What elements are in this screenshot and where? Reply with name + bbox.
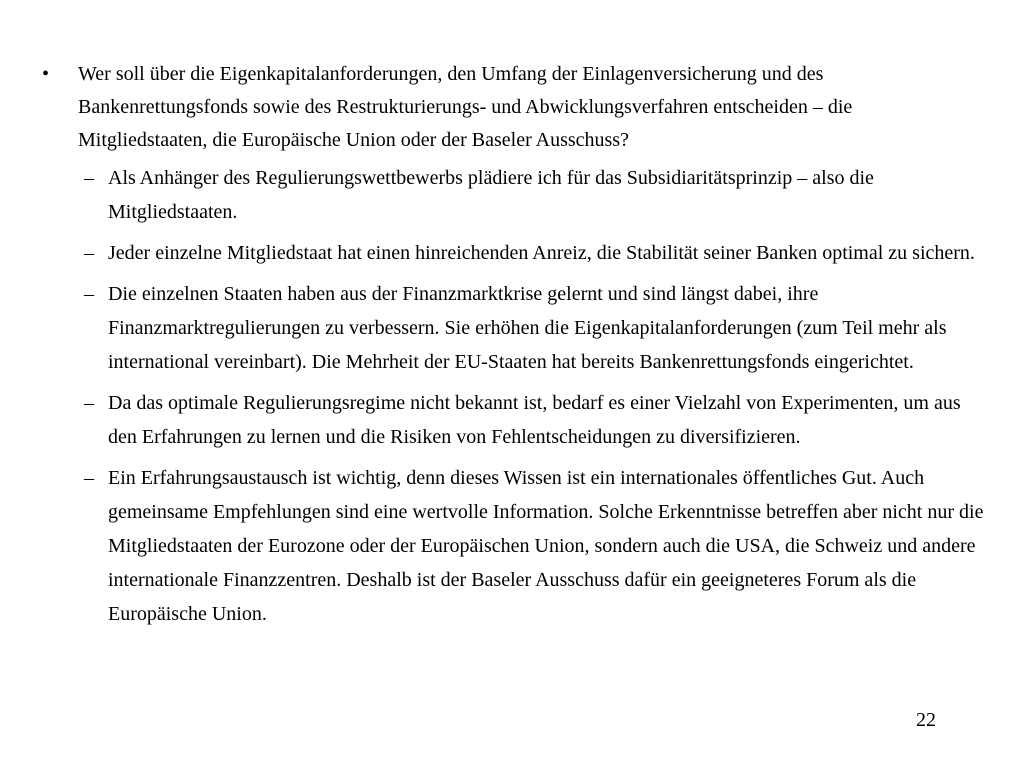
sub-bullet-item <box>84 236 984 270</box>
sub-bullet-text: Ein Erfahrungsaustausch ist wichtig, denn dieses Wissen ist ein internationales öffentliches Gut. Auch gemeinsame Empfehlungen sind eine wertvolle Information. Solche Erkenntnisse betreffen aber nicht nur die Mitgliedstaaten der Eurozone oder der Europäischen Union, sondern auch die USA, die Schweiz und andere internationale Finanzzentren. Deshalb ist der Baseler Ausschuss dafür ein geeigneteres Forum als die Europäische Union. <box>108 467 984 625</box>
dash-marker: – <box>84 242 94 264</box>
main-bullet-text: Wer soll über die Eigenkapitalanforderungen, den Umfang der Einlagenversicherung und des Bankenrettungsfonds sowie des Restrukturierungs- und Abwicklungsverfahren entscheiden – die Mitgliedstaaten, die Europäische Union oder der Baseler Ausschuss? <box>78 63 853 151</box>
sub-bullet-item <box>84 277 984 379</box>
sub-bullet-text: Als Anhänger des Regulierungswettbewerbs plädiere ich für das Subsidiaritätsprinzip – also die Mitgliedstaaten. <box>108 167 874 223</box>
dash-marker: – <box>84 392 94 414</box>
sub-bullet-item <box>84 386 984 454</box>
sub-bullet-text: Da das optimale Regulierungsregime nicht bekannt ist, bedarf es einer Vielzahl von Experimenten, um aus den Erfahrungen zu lernen und die Risiken von Fehlentscheidungen zu diversifizieren. <box>108 392 961 448</box>
page-number: 22 <box>916 709 936 731</box>
sub-bullet-item <box>84 161 984 229</box>
dash-marker: – <box>84 167 94 189</box>
dash-marker: – <box>84 467 94 489</box>
bullet-marker: • <box>42 63 50 85</box>
sub-bullet-text: Jeder einzelne Mitgliedstaat hat einen hinreichenden Anreiz, die Stabilität seiner Banken optimal zu sichern. <box>108 242 975 264</box>
main-bullet <box>42 58 942 157</box>
dash-marker: – <box>84 283 94 305</box>
sub-bullet-list <box>84 161 984 638</box>
sub-bullet-text: Die einzelnen Staaten haben aus der Finanzmarktkrise gelernt und sind längst dabei, ihre Finanzmarktregulierungen zu verbessern. Sie erhöhen die Eigenkapitalanforderungen (zum Teil mehr als international vereinbart). Die Mehrheit der EU-Staaten hat bereits Bankenrettungsfonds eingerichtet. <box>108 283 947 373</box>
sub-bullet-item <box>84 461 984 631</box>
